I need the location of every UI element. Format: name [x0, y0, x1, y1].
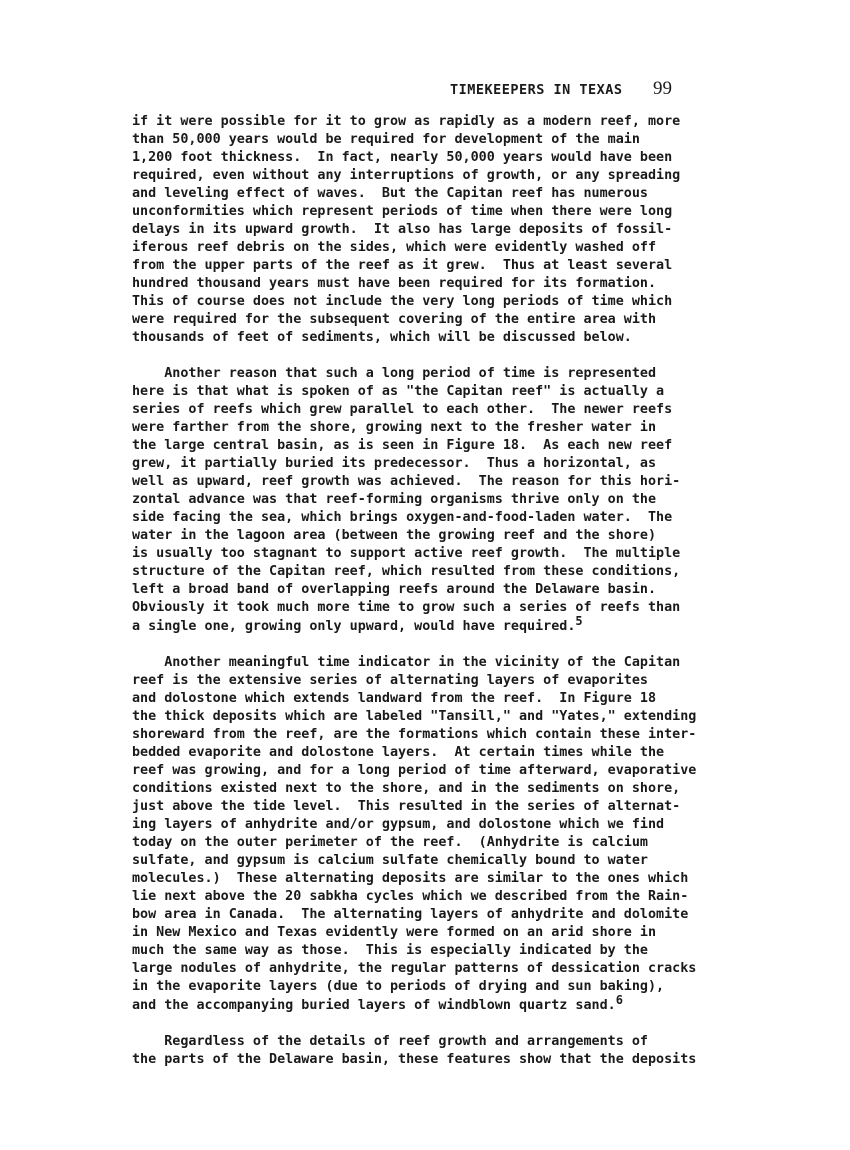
- paragraph: [132, 1033, 732, 1069]
- text-line: if it were possible for it to grow as rapidly as a modern reef, more: [132, 114, 681, 129]
- text-line: here is that what is spoken of as "the Capitan reef" is actually a: [132, 384, 665, 399]
- text-line: Another meaningful time indicator in the vicinity of the Capitan: [132, 655, 681, 670]
- text-line: molecules.) These alternating deposits are similar to the ones which: [132, 871, 689, 886]
- text-line: sulfate, and gypsum is calcium sulfate chemically bound to water: [132, 853, 648, 868]
- text-line: delays in its upward growth. It also has large deposits of fossil-: [132, 222, 673, 237]
- text-line: today on the outer perimeter of the reef. (Anhydrite is calcium: [132, 835, 648, 850]
- text-line: the parts of the Delaware basin, these features show that the deposits: [132, 1052, 697, 1067]
- paragraph: [132, 113, 732, 347]
- paragraph-gap: [132, 347, 732, 365]
- text-line: bow area in Canada. The alternating layers of anhydrite and dolomite: [132, 907, 689, 922]
- text-line: just above the tide level. This resulted in the series of alternat-: [132, 799, 681, 814]
- page-header: [450, 78, 672, 100]
- text-line: zontal advance was that reef-forming organisms thrive only on the: [132, 492, 657, 507]
- text-line: reef is the extensive series of alternating layers of evaporites: [132, 673, 648, 688]
- text-line: in New Mexico and Texas evidently were formed on an arid shore in: [132, 925, 657, 940]
- text-line: well as upward, reef growth was achieved. The reason for this hori-: [132, 474, 681, 489]
- body-text: [132, 113, 732, 1069]
- text-line: in the evaporite layers (due to periods of drying and sun baking),: [132, 979, 665, 994]
- text-line: ing layers of anhydrite and/or gypsum, and dolostone which we find: [132, 817, 665, 832]
- text-line: shoreward from the reef, are the formations which contain these inter-: [132, 727, 697, 742]
- text-line: large nodules of anhydrite, the regular patterns of dessication cracks: [132, 961, 697, 976]
- paragraph-gap: [132, 636, 732, 654]
- text-line: Another reason that such a long period of time is represented: [132, 366, 657, 381]
- text-line: a single one, growing only upward, would have required.5: [132, 614, 583, 634]
- text-line: left a broad band of overlapping reefs around the Delaware basin.: [132, 582, 657, 597]
- text-line: is usually too stagnant to support active reef growth. The multiple: [132, 546, 681, 561]
- text-line: and the accompanying buried layers of windblown quartz sand.6: [132, 993, 623, 1013]
- text-line: required, even without any interruptions of growth, or any spreading: [132, 168, 681, 183]
- text-line: unconformities which represent periods of time when there were long: [132, 204, 673, 219]
- text-line: grew, it partially buried its predecessor. Thus a horizontal, as: [132, 456, 657, 471]
- paragraph: [132, 365, 732, 636]
- text-line: 1,200 foot thickness. In fact, nearly 50,000 years would have been: [132, 150, 673, 165]
- text-line: side facing the sea, which brings oxygen-and-food-laden water. The: [132, 510, 673, 525]
- text-line: and dolostone which extends landward from the reef. In Figure 18: [132, 691, 657, 706]
- text-line: and leveling effect of waves. But the Capitan reef has numerous: [132, 186, 648, 201]
- text-line: than 50,000 years would be required for development of the main: [132, 132, 640, 147]
- text-line: from the upper parts of the reef as it grew. Thus at least several: [132, 258, 673, 273]
- text-line: hundred thousand years must have been required for its formation.: [132, 276, 657, 291]
- text-line: were required for the subsequent covering of the entire area with: [132, 312, 657, 327]
- text-line: iferous reef debris on the sides, which were evidently washed off: [132, 240, 657, 255]
- text-line: thousands of feet of sediments, which will be discussed below.: [132, 330, 632, 345]
- text-line: lie next above the 20 sabkha cycles which we described from the Rain-: [132, 889, 689, 904]
- running-head: TIMEKEEPERS IN TEXAS: [450, 82, 623, 98]
- page-number: 99: [653, 78, 672, 99]
- text-line: Regardless of the details of reef growth and arrangements of: [132, 1034, 648, 1049]
- text-line: series of reefs which grew parallel to each other. The newer reefs: [132, 402, 673, 417]
- paragraph-gap: [132, 1015, 732, 1033]
- text-line: reef was growing, and for a long period of time afterward, evaporative: [132, 763, 697, 778]
- text-line: the large central basin, as is seen in Figure 18. As each new reef: [132, 438, 673, 453]
- text-line: were farther from the shore, growing next to the fresher water in: [132, 420, 657, 435]
- footnote-marker: 5: [575, 614, 583, 628]
- paragraph: [132, 654, 732, 1015]
- text-line: much the same way as those. This is especially indicated by the: [132, 943, 648, 958]
- text-line: This of course does not include the very long periods of time which: [132, 294, 673, 309]
- text-line: conditions existed next to the shore, and in the sediments on shore,: [132, 781, 681, 796]
- text-line: water in the lagoon area (between the growing reef and the shore): [132, 528, 657, 543]
- text-line: the thick deposits which are labeled "Tansill," and "Yates," extending: [132, 709, 697, 724]
- text-line: structure of the Capitan reef, which resulted from these conditions,: [132, 564, 681, 579]
- footnote-marker: 6: [615, 993, 623, 1007]
- text-line: bedded evaporite and dolostone layers. At certain times while the: [132, 745, 665, 760]
- text-line: Obviously it took much more time to grow such a series of reefs than: [132, 600, 681, 615]
